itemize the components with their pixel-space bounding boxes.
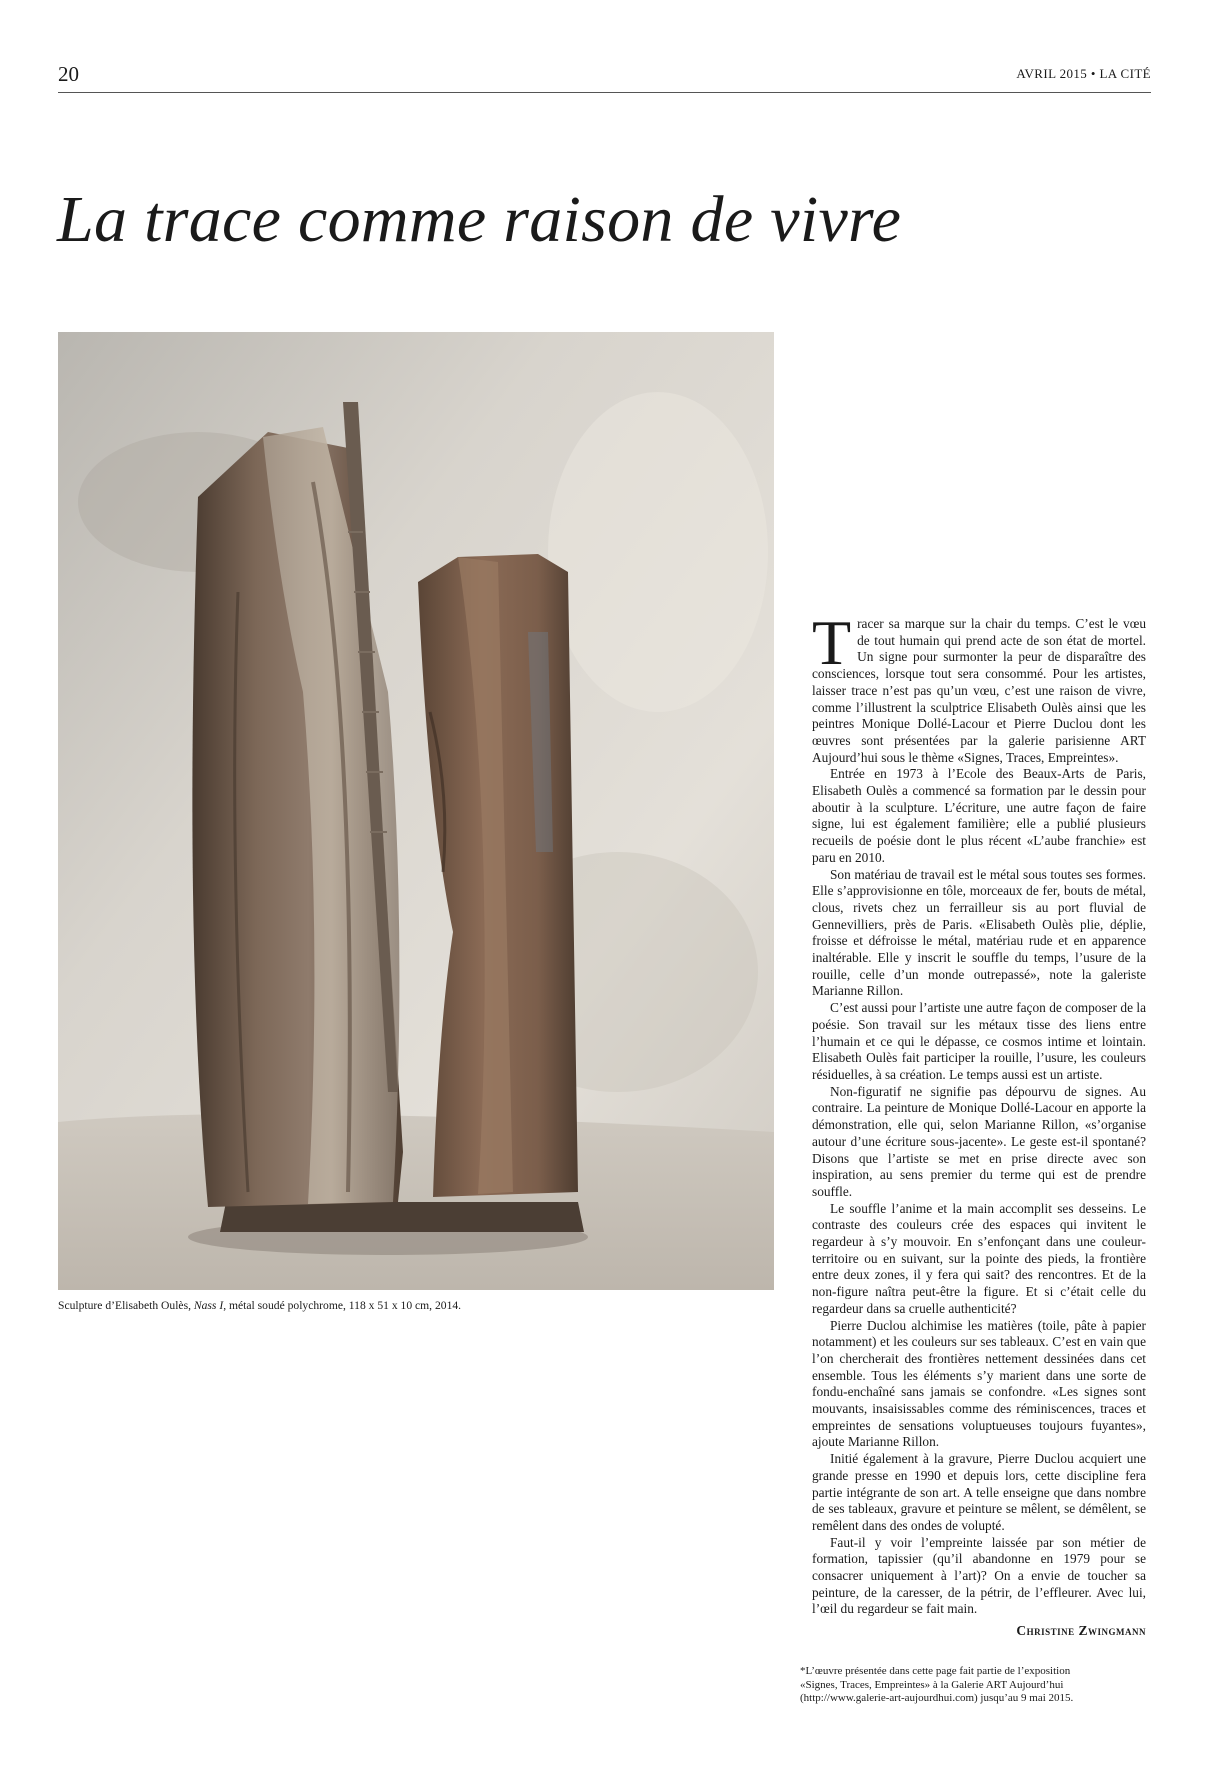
sculpture-photo xyxy=(58,332,774,1290)
drop-cap: T xyxy=(812,607,852,678)
article-paragraph: Pierre Duclou alchimise les matières (toile, pâte à papier notamment) et les couleurs sur ses tableaux. C’est en vain que l’on chercherait des frontières nettement dessinées dans cet ensemble. Tous les éléments s’y marient dans une sorte de fondu-enchaîné sans jamais se confondre. «Les signes sont mouvants, insaisissables comme des réminiscences, traces et empreintes de sensations voluptueuses toujours fuyantes», ajoute Marianne Rillon. xyxy=(812,1317,1146,1450)
author-byline: Christine Zwingmann xyxy=(1016,1623,1146,1638)
article-paragraph: Entrée en 1973 à l’Ecole des Beaux-Arts de Paris, Elisabeth Oulès a commencé sa formation par le dessin pour aboutir à la sculpture. L’écriture, une autre façon de faire signe, lui est également familière; elle a publié plusieurs recueils de poésie dont le plus récent «L’aube franchie» est paru en 2010. xyxy=(812,766,1146,865)
article-body xyxy=(812,607,1146,1618)
article-paragraph: Non-figuratif ne signifie pas dépourvu de signes. Au contraire. La peinture de Monique Dollé-Lacour en apporte la démonstration, elle qui, selon Marianne Rillon, «s’organise autour d’une écriture sous-jacente». Le geste est-il spontané? Disons que l’artiste se met en prise directe avec son inspiration, au sens premier du terme qui est de prendre souffle. xyxy=(812,1083,1146,1199)
caption-text-before: Sculpture d’Elisabeth Oulès, xyxy=(58,1299,194,1312)
article-paragraph: C’est aussi pour l’artiste une autre façon de composer de la poésie. Son travail sur les métaux tisse des liens entre l’humain et ce qui le dépasse, ce cosmos intime et lointain. Elisabeth Oulès fait participer la rouille, l’usure, les couleurs résiduelles, à sa création. Le temps aussi est un artiste. xyxy=(812,1000,1146,1082)
article-title: La trace comme raison de vivre xyxy=(57,183,902,256)
issue-label: AVRIL 2015 • LA CITÉ xyxy=(1016,66,1151,81)
page-number: 20 xyxy=(58,62,79,86)
photo-caption xyxy=(58,1299,778,1312)
article-paragraph: Initié également à la gravure, Pierre Duclou acquiert une grande presse en 1990 et depuis lors, cette discipline fera partie intégrante de son art. A telle enseigne que dans nombre de ses tableaux, gravure et peinture se mêlent, se démêlent, se remêlent dans des ondes de volupté. xyxy=(812,1451,1146,1533)
article-paragraph: Son matériau de travail est le métal sous toutes ses formes. Elle s’approvisionne en tôle, morceaux de fer, bouts de métal, clous, rivets chez un ferrailleur sis au port fluvial de Gennevilliers, près de Paris. «Elisabeth Oulès plie, déplie, froisse et défroisse le métal, matériau rude et en apparence inaltérable. Elle y inscrit le souffle du temps, l’usure de la rouille, celle d’un monde outrepassé», note la galeriste Marianne Rillon. xyxy=(812,866,1146,999)
caption-work-title: Nass I xyxy=(193,1299,224,1312)
article-paragraph: Le souffle l’anime et la main accomplit ses desseins. Le contraste des couleurs crée des espaces qui invitent le regardeur à s’y mouvoir. En s’enfonçant dans une couleur-territoire ou en suivant, sur la pointe des pieds, la frontière entre deux zones, il y fera qui sait? des rencontres. Et de la non-figure naîtra peut-être la figure. Et si c’était celle du regardeur dans sa cruelle authenticité? xyxy=(812,1200,1146,1316)
page-header xyxy=(58,58,1151,93)
caption-text-after: , métal soudé polychrome, 118 x 51 x 10 cm, 2014. xyxy=(223,1299,462,1312)
article-paragraph: Faut-il y voir l’empreinte laissée par son métier de formation, tapissier (qu’il abandonne en 1979 pour se consacrer uniquement à l’art)? On a envie de toucher sa peinture, de la caresser, de la pétrir, de l’effleurer. Avec lui, l’œil du regardeur se fait main. xyxy=(812,1534,1146,1617)
article-paragraph: Tracer sa marque sur la chair du temps. C’est le vœu de tout humain qui prend acte de son état de mortel. Un signe pour surmonter la peur de disparaître des consciences, lorsque tout sera consommé. Pour les artistes, laisser trace n’est pas qu’un vœu, c’est une raison de vivre, comme l’illustrent la sculptrice Elisabeth Oulès ainsi que les peintres Monique Dollé-Lacour et Pierre Duclou dont les œuvres sont présentées par la galerie parisienne ART Aujourd’hui sous le thème «Signes, Traces, Empreintes». xyxy=(812,607,1146,765)
exhibition-footnote: *L’œuvre présentée dans cette page fait partie de l’exposition «Signes, Traces, Empreintes» à la Galerie ART Aujourd’hui (http://www.galerie-art-aujourdhui.com) jusqu’au 9 mai 2015. xyxy=(800,1665,1074,1705)
